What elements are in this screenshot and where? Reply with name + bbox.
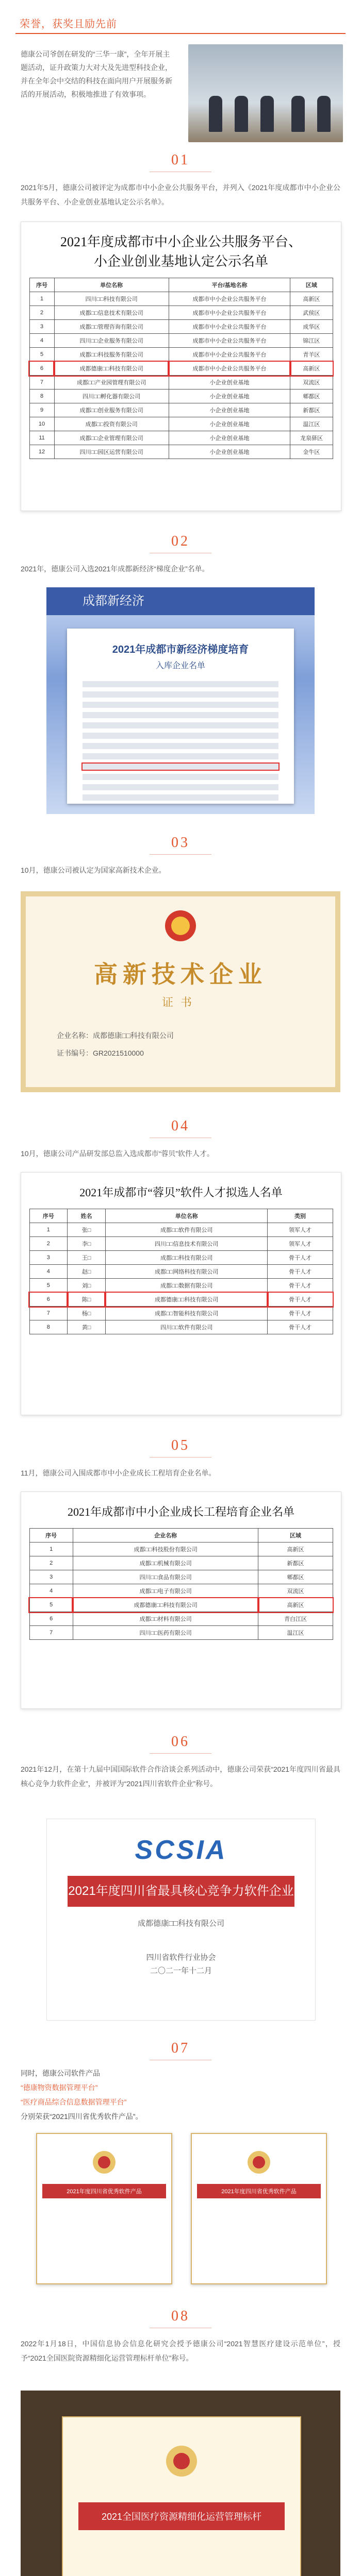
certificate-title: 高新技术企业 [94,961,267,988]
table-row: 2 李□ 四川□□信息技术有限公司 领军人才 [29,1237,333,1251]
award-issuer: 四川省软件行业协会 [146,1953,216,1962]
medical-award-photos [21,2391,340,2576]
emblem-icon [26,908,335,946]
section-number: 03 [171,835,190,851]
award-item: “德康物资数据管理平台” [21,2083,98,2092]
table-row: 1 四川□□科技有限公司 成都市中小企业公共服务平台 高新区 [29,292,333,306]
core-competitiveness-award [46,1819,316,2021]
section-number-03 [129,835,232,855]
table-row: 11 成都□□企业管理有限公司 小企业创业基地 龙泉驿区 [29,431,333,445]
section-text: 10月，德康公司产品研发部总监入选成都市“蓉贝”软件人才。 [21,1149,214,1158]
table-row: 5 刘□ 成都□□数据有限公司 骨干人才 [29,1279,333,1293]
document-title: 2021年成都市中小企业成长工程培育企业名单 [67,1505,294,1518]
section-number: 08 [171,2308,190,2324]
section-number-04 [129,1118,232,1138]
table-row: 4 成都□□电子有限公司 双流区 [29,1584,333,1598]
section-number-07 [129,2040,232,2060]
highlighted-table-row: 6 成都德康□□科技有限公司 成都市中小企业公共服务平台 高新区 [29,362,333,376]
plaque-title: 2021年度四川省优秀软件产品 [197,2184,321,2198]
highlighted-table-row: 5 成都德康□□科技有限公司 高新区 [29,1598,333,1612]
public-service-list-document [21,222,341,511]
section-number: 02 [171,533,190,549]
table-row: 8 四川□□孵化器有限公司 小企业创业基地 郫都区 [29,389,333,403]
certificate-subtitle: 证书 [161,996,199,1009]
software-talent-list-document [21,1172,341,1415]
table-row: 8 黄□ 四川□□软件有限公司 骨干人才 [29,1320,333,1334]
emblem-icon [192,2149,326,2178]
table-row: 2 成都□□机械有限公司 新都区 [29,1556,333,1570]
section-number-06 [129,1734,232,1754]
certificate-company: 成都德康□□科技有限公司 [93,1031,174,1040]
table-row: 7 成都□□产业园管理有限公司 小企业创业基地 双流区 [29,376,333,389]
poster-title: 2021年成都市新经济梯度培育 [112,644,249,655]
document-table: 序号 单位名称 平台/基地名称 区域 1 四川□□科技有限公司 成都市中小企业公共服务平台 高新区 2 成都□□信息技术有限公司 成都市中小企业公共服务平台 武侯区 3 成都□□管理咨询有限公司 成都市中小企业公共服务平台 成华区 4 四川□□企业服务有限公司 成都市中小企业公共服务平台 锦江区 5 成都□□科技服务有限公司 成都市中小企业公共服务平台 青羊区 6 成都德康□□科技有限公司 成都市中小企业公共服务平台 高新区 7 成都□□产业园管理有限公司 小企业创业基地 双流区 8 四川□□孵化器有限公司 小企业创业基地 郫都区 9 成都□□创业服务有限公司 小企业创业基地 新都区 10 成都□□投资有限公司 小企业创业基地 温江区 11 成都□□企业管理有限公司 小企业创业基地 龙泉驿区 12 四川□□园区运营有限公司 小企业创业基地 金牛区 [29,278,333,459]
growth-project-list-document [21,1492,341,1709]
table-row: 7 四川□□医药有限公司 温江区 [29,1626,333,1640]
section-text: 2021年，德康公司入选2021年成都新经济“梯度企业”名单。 [21,565,209,573]
table-row: 6 成都□□材料有限公司 青白江区 [29,1612,333,1626]
table-row: 2 成都□□信息技术有限公司 成都市中小企业公共服务平台 武侯区 [29,306,333,320]
product-award-plaque [191,2133,327,2284]
table-row: 4 赵□ 成都□□网络科技有限公司 骨干人才 [29,1265,333,1279]
new-economy-poster [46,587,315,814]
award-plaque [62,2416,301,2576]
emblem-icon [63,2443,300,2482]
emblem-icon [37,2149,171,2178]
table-row: 7 杨□ 成都□□智能科技有限公司 骨干人才 [29,1307,333,1320]
product-award-list: 同时，德康公司软件产品 “德康物资数据管理平台” “医疗商品综合信息数据管理平台” 分别荣获“2021四川省优秀软件产品”。 [21,2066,340,2124]
document-table: 序号 企业名称 区域 1 成都□□科技股份有限公司 高新区 2 成都□□机械有限公司 新都区 3 四川□□食品有限公司 郫都区 4 成都□□电子有限公司 双流区 5 成都德康□□科技有限公司 高新区 6 成都□□材料有限公司 青白江区 7 四川□□医药有限公司 温江区 [29,1528,333,1640]
poster-subtitle: 入库企业名单 [155,662,205,670]
award-banner: 2021年度四川省最具核心竞争力软件企业 [68,1876,294,1907]
poster-sheet [67,629,294,804]
section-header-label: 荣誉，获奖且励先前 [20,19,117,30]
table-row: 3 王□ 成都□□科技有限公司 骨干人才 [29,1251,333,1265]
document-title: 2021年成都市“蓉贝”软件人才拟选人名单 [79,1186,283,1199]
section-number-02 [129,533,232,553]
intro-photo [188,44,343,142]
section-number: 07 [171,2040,190,2056]
plaque-title: 2021年度四川省优秀软件产品 [42,2184,166,2198]
table-row: 1 张□ 成都□□软件有限公司 领军人才 [29,1223,333,1237]
section-number: 04 [171,1118,190,1134]
product-award-plaque [36,2133,172,2284]
section-text: 10月，德康公司被认定为国家高新技术企业。 [21,866,166,874]
table-row: 10 成都□□投资有限公司 小企业创业基地 温江区 [29,417,333,431]
award-company: 成都德康□□科技有限公司 [137,1919,225,1928]
plaque-title: 2021全国医疗资源精细化运营管理标杆 [78,2502,285,2530]
document-table: 序号 姓名 单位名称 类别 1 张□ 成都□□软件有限公司 领军人才 2 李□ 四川□□信息技术有限公司 领军人才 3 王□ 成都□□科技有限公司 骨干人才 4 赵□ 成都□□网络科技有限公司 骨干人才 5 刘□ 成都□□数据有限公司 骨干人才 6 陈□ 成都德康□□科技有限公司 骨干人才 7 杨□ 成都□□智能科技有限公司 骨干人才 8 黄□ 四川□□软件有限公司 骨干人才 [29,1209,333,1334]
highlighted-table-row: 6 陈□ 成都德康□□科技有限公司 骨干人才 [29,1293,333,1307]
section-text: 2022年1月18日，中国信息协会信息化研究会授予德康公司“2021智慧医疗建设示范单位”，授予“2021全国医院资源精细化运营管理标杆单位”称号。 [21,2340,340,2362]
award-date: 二〇二一年十二月 [150,1967,212,1975]
certificate-number: GR2021510000 [93,1049,144,1057]
table-row: 3 四川□□食品有限公司 郫都区 [29,1570,333,1584]
section-number-01 [129,152,232,172]
table-row: 4 四川□□企业服务有限公司 成都市中小企业公共服务平台 锦江区 [29,334,333,348]
header-divider [15,33,346,34]
section-number-05 [129,1437,232,1458]
table-row: 5 成都□□科技服务有限公司 成都市中小企业公共服务平台 青羊区 [29,348,333,362]
section-text: 2021年5月，德康公司被评定为成都市中小企业公共服务平台，并列入《2021年度成都市中小企业公共服务平台、小企业创业基地认定公示名单》。 [21,183,340,206]
table-row: 12 四川□□园区运营有限公司 小企业创业基地 金牛区 [29,445,333,459]
table-row: 9 成都□□创业服务有限公司 小企业创业基地 新都区 [29,403,333,417]
section-text: 11月，德康公司入围成都市中小企业成长工程培育企业名单。 [21,1469,216,1477]
section-number: 01 [171,152,190,168]
scsia-logo: SCSIA [135,1835,227,1865]
intro-text: 德康公司爷创在研发的“三华一康”，全年开展主题活动，证升政策力大对大及先进型科技企业，并在全年会中交结的科技在面向用户开展服务新活的开展活动，积极地推进了有效事项。 [21,50,172,98]
section-number-08 [129,2308,232,2328]
table-row: 3 成都□□管理咨询有限公司 成都市中小企业公共服务平台 成华区 [29,320,333,334]
poster-header: 成都新经济 [46,587,315,615]
high-tech-enterprise-certificate: 高新技术企业 证书 企业名称：成都德康□□科技有限公司 证书编号：GR2021510000 [21,891,340,1092]
section-number: 05 [171,1437,190,1453]
table-row: 1 成都□□科技股份有限公司 高新区 [29,1543,333,1556]
section-number: 06 [171,1734,190,1750]
award-item: “医疗商品综合信息数据管理平台” [21,2098,127,2106]
document-title: 2021年度成都市中小企业公共服务平台、 小企业创业基地认定公示名单 [60,234,302,269]
section-text: 2021年12月，在第十九届中国国际软件合作洽谈会系列活动中，德康公司荣获“2021年度四川省最具核心竞争力软件企业”，并被评为“2021四川省软件企业”称号。 [21,1765,340,1788]
